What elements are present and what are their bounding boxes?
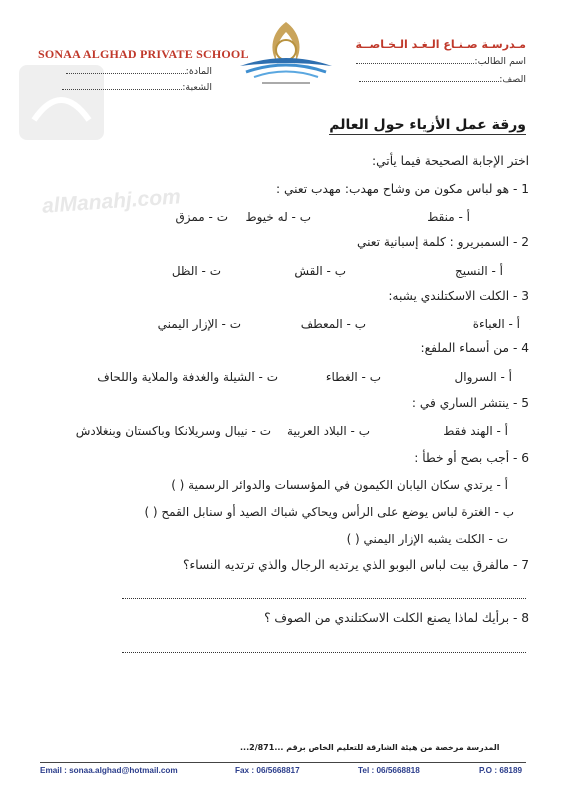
question-5: 5 - ينتشر الساري في : bbox=[411, 396, 529, 410]
subject-field bbox=[30, 64, 212, 77]
footer-email: Email : sonaa.alghad@hotmail.com bbox=[40, 766, 178, 775]
q5-option-c: ت - نيبال وسريلانكا وباكستان وبنغلادش bbox=[75, 424, 271, 438]
class-field bbox=[346, 72, 526, 85]
q7-answer-line[interactable] bbox=[122, 596, 526, 599]
watermark-text: alManahj.com bbox=[41, 185, 182, 218]
subject-label: المادة: bbox=[185, 66, 212, 77]
q3-option-b: ب - المعطف bbox=[300, 317, 366, 331]
q8-answer-line[interactable] bbox=[122, 650, 526, 653]
q4-option-a: أ - السروال bbox=[454, 370, 512, 384]
school-logo-icon bbox=[232, 20, 340, 90]
question-8: 8 - برأيك لماذا يصنع الكلت الاسكتلندي من الصوف ؟ bbox=[264, 611, 529, 625]
question-3: 3 - الكلت الاسكتلندي يشبه: bbox=[388, 289, 529, 303]
student-name-label: اسم الطالب: bbox=[474, 56, 526, 67]
footer-fax: Fax : 06/5668817 bbox=[235, 766, 300, 775]
class-label: الصف: bbox=[499, 74, 526, 85]
q2-option-a: أ - النسيج bbox=[455, 264, 503, 278]
q1-option-c: ت - ممزق bbox=[175, 210, 228, 224]
q6-item-c: ت - الكلت يشبه الإزار اليمني ( ) bbox=[346, 532, 508, 546]
q6-item-b: ب - الغترة لباس يوضع على الرأس ويحاكي شباك الصيد أو سنابل القمح ( ) bbox=[144, 505, 514, 519]
question-7: 7 - مالفرق بيت لباس البوبو الذي يرتديه الرجال والذي ترتديه النساء؟ bbox=[183, 558, 529, 572]
page-title: ورقة عمل الأزياء حول العالم bbox=[329, 117, 526, 133]
q1-option-a: أ - منقط bbox=[427, 210, 470, 224]
school-name-english: SONAA ALGHAD PRIVATE SCHOOL bbox=[38, 47, 249, 61]
section-field bbox=[30, 80, 212, 93]
q1-option-b: ب - له خيوط bbox=[245, 210, 311, 224]
q5-option-b: ب - البلاد العربية bbox=[287, 424, 370, 438]
student-name-field bbox=[346, 54, 526, 67]
footer-tel: Tel : 06/5668818 bbox=[358, 766, 420, 775]
section-label: الشعبة: bbox=[182, 82, 212, 93]
instruction-text: اختر الإجابة الصحيحة فيما يأتي: bbox=[372, 154, 529, 168]
footer-divider bbox=[40, 762, 526, 763]
question-4: 4 - من أسماء الملفع: bbox=[420, 341, 529, 355]
license-text: المدرسة مرخصة من هيئة الشارقة للتعليم الخاص برقم ...2/871... bbox=[240, 743, 500, 752]
q4-option-b: ب - الغطاء bbox=[325, 370, 381, 384]
q4-option-c: ت - الشيلة والغدفة والملاية واللحاف bbox=[97, 370, 278, 384]
q3-option-c: ت - الإزار اليمني bbox=[157, 317, 241, 331]
q2-option-c: ت - الظل bbox=[171, 264, 221, 278]
school-name-arabic: مـدرسـة صـنـاع الـغـد الـخـاصــة bbox=[355, 38, 526, 51]
q2-option-b: ب - القش bbox=[294, 264, 346, 278]
footer-po: P.O : 68189 bbox=[479, 766, 523, 775]
question-2: 2 - السمبريرو : كلمة إسبانية تعني bbox=[356, 235, 529, 249]
question-6: 6 - أجب بصح أو خطأ : bbox=[414, 451, 529, 465]
question-1: 1 - هو لباس مكون من وشاح مهدب: مهدب تعني : bbox=[276, 182, 529, 196]
q5-option-a: أ - الهند فقط bbox=[443, 424, 508, 438]
q3-option-a: أ - العباءة bbox=[472, 317, 520, 331]
q6-item-a: أ - يرتدي سكان اليابان الكيمون في المؤسسات والدوائر الرسمية ( ) bbox=[171, 478, 508, 492]
